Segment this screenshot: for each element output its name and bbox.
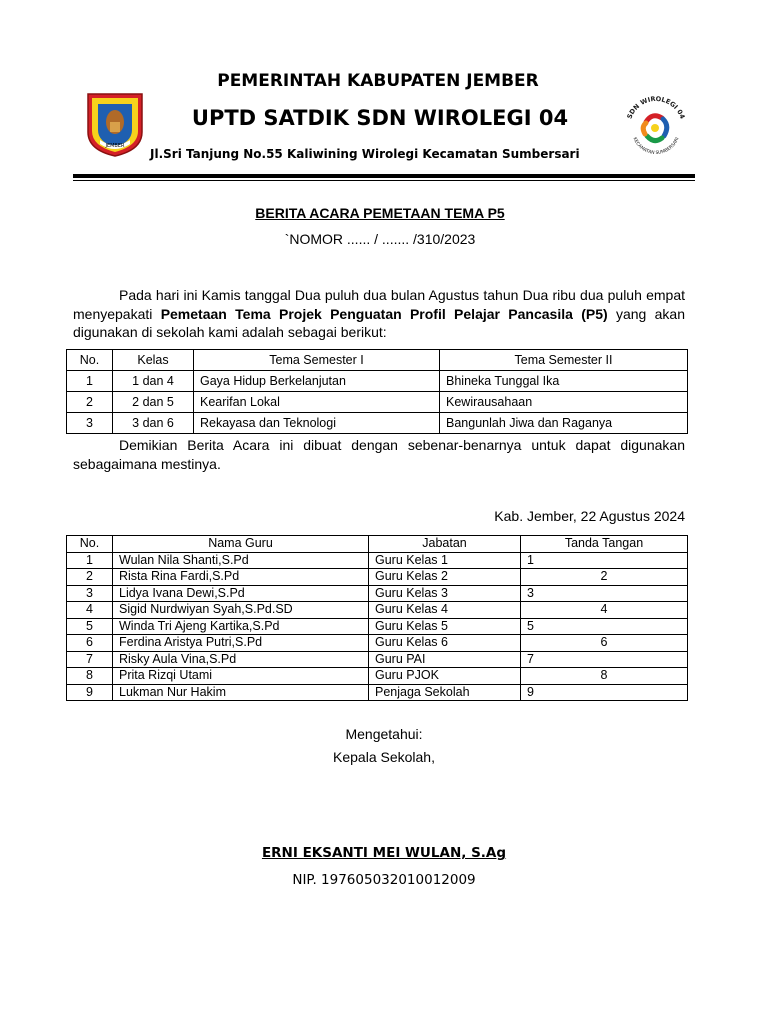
table-row: 9 Lukman Nur Hakim Penjaga Sekolah 9 xyxy=(67,684,688,701)
signature-cell: 3 xyxy=(521,585,688,602)
document-date: Kab. Jember, 22 Agustus 2024 xyxy=(494,508,685,524)
table-row: 7 Risky Aula Vina,S.Pd Guru PAI 7 xyxy=(67,651,688,668)
document-title: BERITA ACARA PEMETAAN TEMA P5 xyxy=(255,205,505,221)
table-row: 4 Sigid Nurdwiyan Syah,S.Pd.SD Guru Kelas 4 4 xyxy=(67,602,688,619)
principal-role: Kepala Sekolah, xyxy=(333,749,435,765)
signature-cell: 1 xyxy=(521,552,688,569)
table-row: 5 Winda Tri Ajeng Kartika,S.Pd Guru Kelas 5 5 xyxy=(67,618,688,635)
table-row: 2 Rista Rina Fardi,S.Pd Guru Kelas 2 2 xyxy=(67,569,688,586)
acknowledged-label: Mengetahui: xyxy=(345,726,423,742)
jember-logo-text: JEMBER xyxy=(105,143,125,149)
theme-table-header: No. Kelas Tema Semester I Tema Semester II xyxy=(67,350,688,371)
table-row: 1 Wulan Nila Shanti,S.Pd Guru Kelas 1 1 xyxy=(67,552,688,569)
school-name: UPTD SATDIK SDN WIROLEGI 04 xyxy=(191,106,569,130)
intro-paragraph: Pada hari ini Kamis tanggal Dua puluh dua bulan Agustus tahun Dua ribu dua puluh empat menyepakati Pemetaan Tema Projek Penguatan Profil Pelajar Pancasila (P5) yang akan digunakan di sekolah kami adalah sebagai berikut: xyxy=(73,287,685,340)
signature-cell: 6 xyxy=(521,635,688,652)
teacher-table-header: No. Nama Guru Jabatan Tanda Tangan xyxy=(67,536,688,553)
signature-cell: 7 xyxy=(521,651,688,668)
signature-cell: 8 xyxy=(521,668,688,685)
principal-name: ERNI EKSANTI MEI WULAN, S.Ag xyxy=(261,845,507,861)
teacher-table xyxy=(66,535,688,701)
government-name: PEMERINTAH KABUPATEN JEMBER xyxy=(217,71,539,91)
closing-paragraph: Demikian Berita Acara ini dibuat dengan sebenar-benarnya untuk dapat digunakan sebagaimana mestinya. xyxy=(73,437,685,472)
school-logo-top-text: SDN WIROLEGI 04 xyxy=(625,94,687,121)
theme-table xyxy=(66,349,688,434)
document-number: `NOMOR ...... / ....... /310/2023 xyxy=(284,231,476,247)
signature-cell: 4 xyxy=(521,602,688,619)
header-rule-thick xyxy=(73,174,695,178)
principal-nip: NIP. 197605032010012009 xyxy=(292,872,476,888)
table-row: 8 Prita Rizqi Utami Guru PJOK 8 xyxy=(67,668,688,685)
table-row: 1 1 dan 4 Gaya Hidup Berkelanjutan Bhineka Tunggal Ika xyxy=(67,371,688,392)
header-rule-thin xyxy=(73,180,695,181)
signature-cell: 9 xyxy=(521,684,688,701)
table-row: 3 Lidya Ivana Dewi,S.Pd Guru Kelas 3 3 xyxy=(67,585,688,602)
table-row: 2 2 dan 5 Kearifan Lokal Kewirausahaan xyxy=(67,392,688,413)
school-address: Jl.Sri Tanjung No.55 Kaliwining Wirolegi Kecamatan Sumbersari xyxy=(150,147,580,161)
table-row: 6 Ferdina Aristya Putri,S.Pd Guru Kelas 6 6 xyxy=(67,635,688,652)
table-row: 3 3 dan 6 Rekayasa dan Teknologi Bangunlah Jiwa dan Raganya xyxy=(67,413,688,434)
signature-cell: 5 xyxy=(521,618,688,635)
signature-cell: 2 xyxy=(521,569,688,586)
school-logo-bottom-text: KECAMATAN SUMBERSARI xyxy=(631,136,681,157)
